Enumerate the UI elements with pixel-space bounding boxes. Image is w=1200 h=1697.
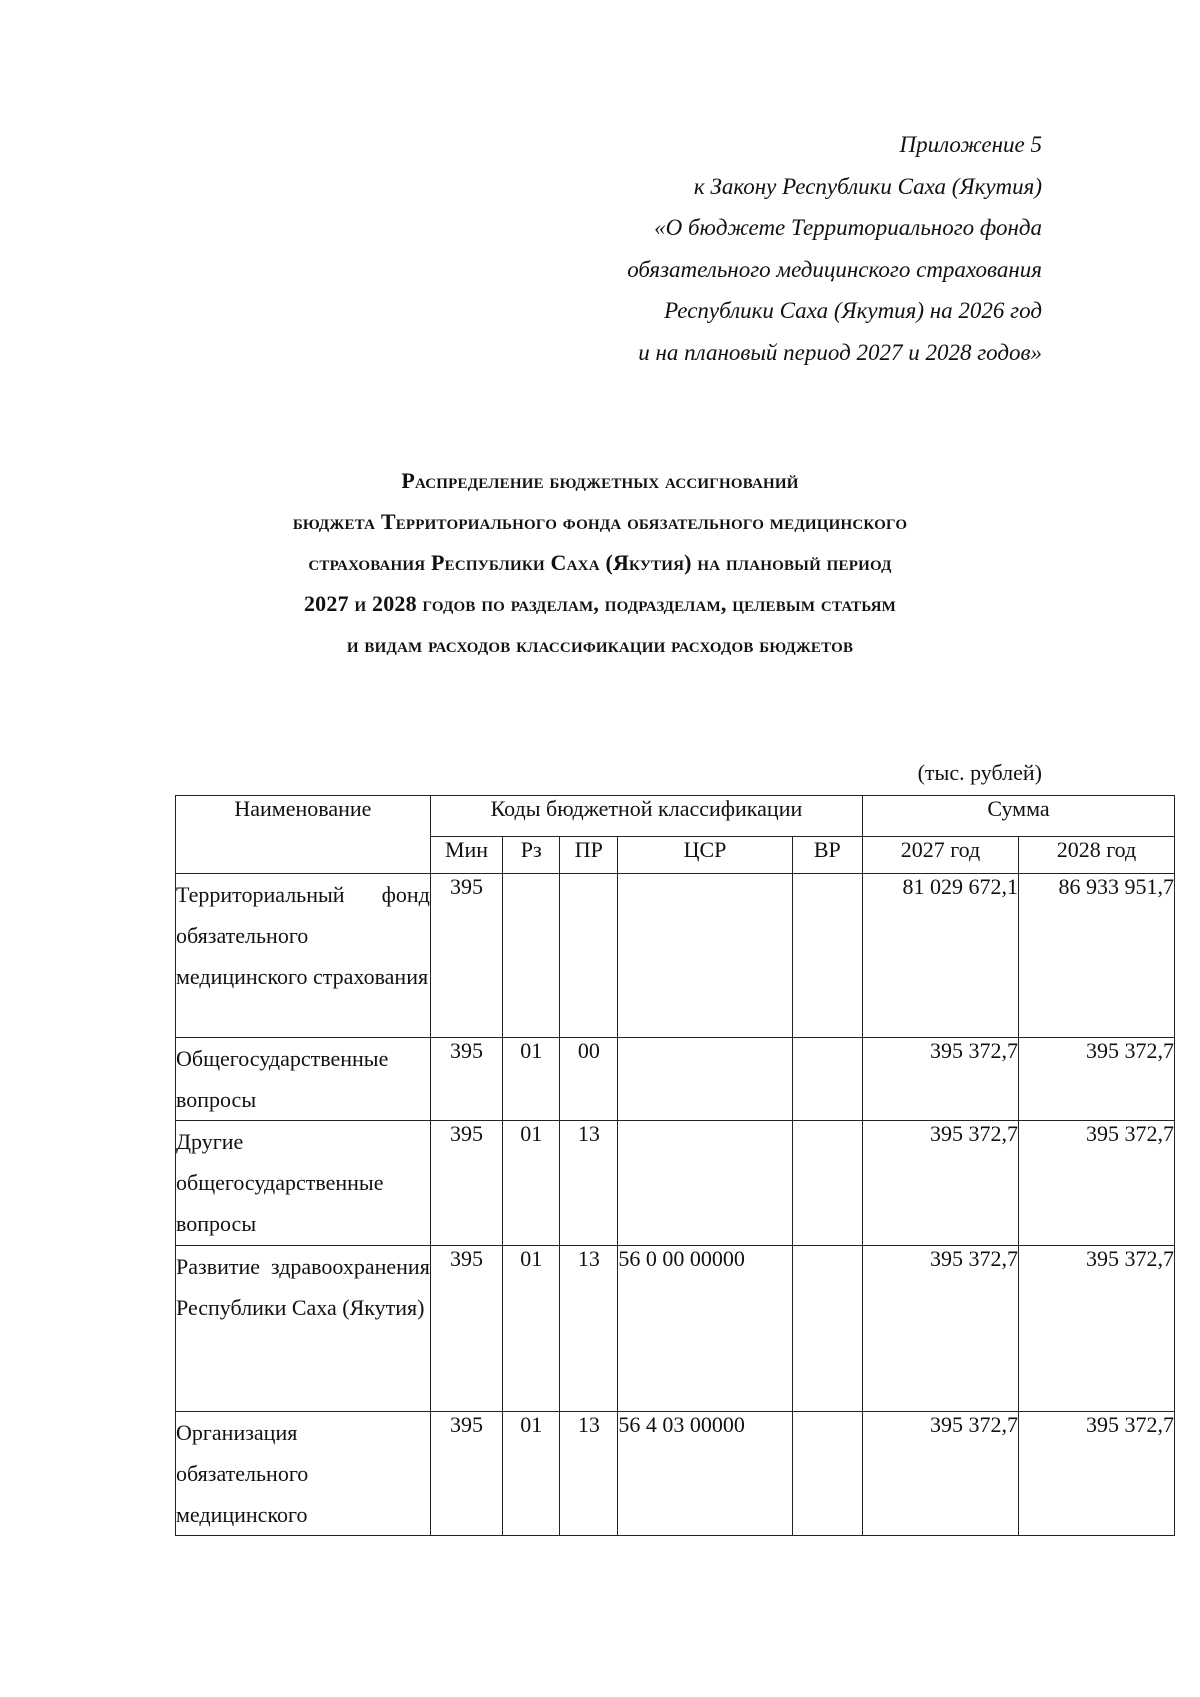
title-line: и видам расходов классификации расходов бюджетов bbox=[346, 632, 854, 657]
row-2027: 395 372,7 bbox=[863, 1121, 1019, 1246]
row-min: 395 bbox=[430, 1121, 502, 1246]
row-name: Общегосударственные вопросы bbox=[176, 1038, 431, 1121]
row-csr bbox=[618, 1121, 792, 1246]
table-row bbox=[176, 1246, 1175, 1412]
row-2027: 395 372,7 bbox=[863, 1412, 1019, 1536]
header-row bbox=[176, 796, 1175, 837]
row-2028: 395 372,7 bbox=[1018, 1038, 1174, 1121]
table-row bbox=[176, 1121, 1175, 1246]
row-2027: 395 372,7 bbox=[863, 1038, 1019, 1121]
header-name: Наименование bbox=[176, 796, 431, 874]
row-name: Территориальный фонд обязательного медицинского страхования bbox=[176, 874, 431, 1038]
row-name: Развитие здравоохранения Республики Саха (Якутия) bbox=[176, 1246, 431, 1412]
row-min: 395 bbox=[430, 1038, 502, 1121]
header-2027: 2027 год bbox=[863, 837, 1019, 874]
document-title bbox=[160, 460, 1040, 665]
appendix-line: «О бюджете Территориального фонда bbox=[654, 215, 1042, 240]
row-csr bbox=[618, 874, 792, 1038]
row-2028: 86 933 951,7 bbox=[1018, 874, 1174, 1038]
header-2028: 2028 год bbox=[1018, 837, 1174, 874]
row-2028: 395 372,7 bbox=[1018, 1121, 1174, 1246]
header-vr: ВР bbox=[792, 837, 862, 874]
row-csr: 56 0 00 00000 bbox=[618, 1246, 792, 1412]
row-vr bbox=[792, 1121, 862, 1246]
row-2028: 395 372,7 bbox=[1018, 1412, 1174, 1536]
appendix-line: Приложение 5 bbox=[899, 132, 1042, 157]
row-rz bbox=[503, 874, 560, 1038]
header-pr: ПР bbox=[560, 837, 618, 874]
header-rz: Рз bbox=[503, 837, 560, 874]
table-row bbox=[176, 1412, 1175, 1536]
title-line: бюджета Территориального фонда обязательного медицинского bbox=[292, 509, 908, 534]
row-csr bbox=[618, 1038, 792, 1121]
title-line: 2027 и 2028 годов по разделам, подразделам, целевым статьям bbox=[303, 591, 897, 616]
row-csr: 56 4 03 00000 bbox=[618, 1412, 792, 1536]
row-min: 395 bbox=[430, 874, 502, 1038]
row-2027: 395 372,7 bbox=[863, 1246, 1019, 1412]
row-name: Организация обязательного медицинского bbox=[176, 1412, 431, 1536]
appendix-line: к Закону Республики Саха (Якутия) bbox=[693, 173, 1042, 199]
appendix-line: Республики Саха (Якутия) на 2026 год bbox=[664, 298, 1042, 323]
table-row bbox=[176, 874, 1175, 1038]
units-label: (тыс. рублей) bbox=[917, 760, 1042, 785]
row-rz: 01 bbox=[503, 1121, 560, 1246]
row-vr bbox=[792, 1412, 862, 1536]
budget-table bbox=[175, 795, 1175, 1536]
header-codes: Коды бюджетной классификации bbox=[430, 796, 862, 837]
row-rz: 01 bbox=[503, 1246, 560, 1412]
row-pr: 13 bbox=[560, 1412, 618, 1536]
row-2027: 81 029 672,1 bbox=[863, 874, 1019, 1038]
header-min: Мин bbox=[430, 837, 502, 874]
row-vr bbox=[792, 874, 862, 1038]
appendix-line: обязательного медицинского страхования bbox=[627, 256, 1042, 282]
row-rz: 01 bbox=[503, 1038, 560, 1121]
table-row bbox=[176, 1038, 1175, 1121]
row-pr: 13 bbox=[560, 1121, 618, 1246]
row-name: Другие общегосударственные вопросы bbox=[176, 1121, 431, 1246]
row-pr bbox=[560, 874, 618, 1038]
row-rz: 01 bbox=[503, 1412, 560, 1536]
title-line: Распределение бюджетных ассигнований bbox=[401, 468, 799, 493]
row-vr bbox=[792, 1038, 862, 1121]
row-pr: 13 bbox=[560, 1246, 618, 1412]
header-sum: Сумма bbox=[863, 796, 1175, 837]
row-pr: 00 bbox=[560, 1038, 618, 1121]
row-vr bbox=[792, 1246, 862, 1412]
appendix-header bbox=[342, 124, 1042, 373]
row-min: 395 bbox=[430, 1412, 502, 1536]
row-min: 395 bbox=[430, 1246, 502, 1412]
row-2028: 395 372,7 bbox=[1018, 1246, 1174, 1412]
title-line: страхования Республики Саха (Якутия) на плановый период bbox=[308, 550, 892, 575]
appendix-line: и на плановый период 2027 и 2028 годов» bbox=[638, 339, 1042, 365]
header-csr: ЦСР bbox=[618, 837, 792, 874]
